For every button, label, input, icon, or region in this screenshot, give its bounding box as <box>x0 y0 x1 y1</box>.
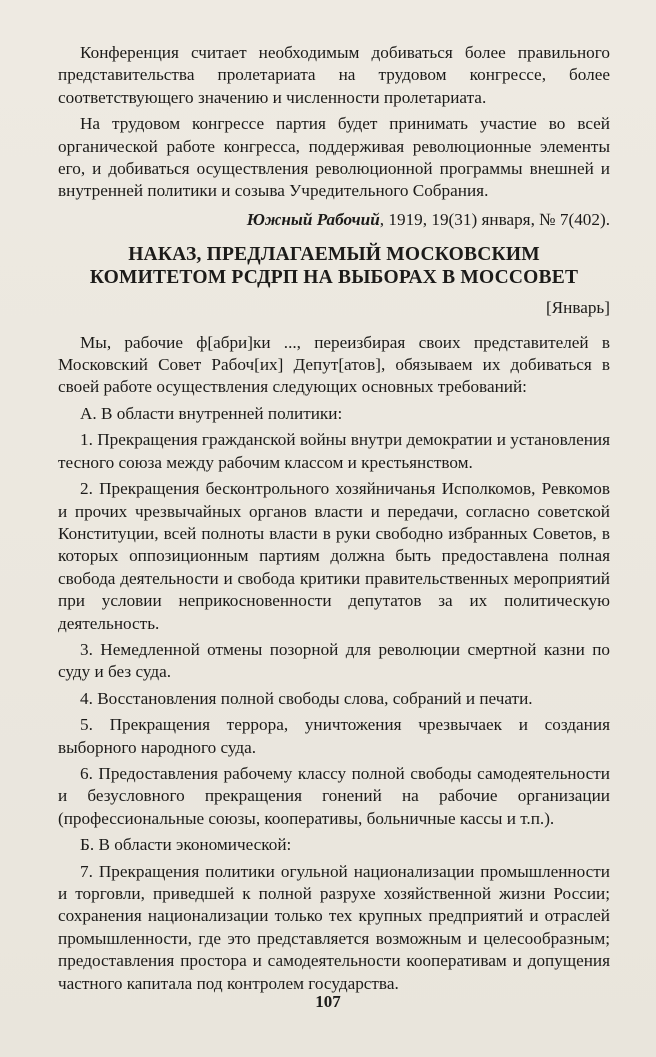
section-a-title: А. В области внутренней политики: <box>80 403 343 423</box>
document-body <box>58 42 610 999</box>
section-a-item-4: 4. Восстановления полной свободы слова, собраний и печати. <box>80 688 533 708</box>
source-details: , 1919, 19(31) января, № 7(402). <box>379 209 610 229</box>
section-a-item-5: 5. Прекращения террора, уничтожения чрезвычаек и создания выборного народного суда. <box>58 715 610 757</box>
date-note: [Январь] <box>545 298 610 318</box>
source-title: Южный Рабочий <box>246 209 380 229</box>
heading-line-1: НАКАЗ, ПРЕДЛАГАЕМЫЙ МОСКОВСКИМ <box>128 244 540 266</box>
page-number: 107 <box>315 992 341 1011</box>
section-a-item-6: 6. Предоставления рабочему классу полной свободы самодеятельности и безусловного прекращения гонений на рабочие организации (профессиональные союзы, кооперативы, больничные кассы и т.п.). <box>58 763 610 828</box>
section-a-item-2: 2. Прекращения бесконтрольного хозяйничанья Исполкомов, Ревкомов и прочих чрезвычайных органов власти и передачи, согласно советской Конституции, всей полноты власти в руки свободно избранных Советов, в которых оппозиционным партиям должна быть предоставлена полная свобода деятельности и свобода критики правительственных мероприятий при условии неприкосновенности депутатов за их политическую деятельность. <box>58 479 610 633</box>
section-a-item-3: 3. Немедленной отмены позорной для революции смертной казни по суду и без суда. <box>58 639 610 682</box>
intro-paragraph: Мы, рабочие ф[абри]ки ..., переизбирая своих представителей в Московский Совет Рабоч[их] Депут[атов], обязываем их добиваться в своей работе осуществления следующих основных требований: <box>58 332 610 397</box>
document-heading <box>58 243 610 289</box>
source-citation <box>58 209 610 231</box>
section-b-item-7: 7. Прекращения политики огульной национализации промышленности и торговли, приведшей к полной разрухе хозяйственной жизни России; сохранения национализации только тех крупных предприятий и отраслей промышленности, где это представляется возможным и целесообразным; предоставления простора и самодеятельности кооперативам и допущения частного капитала под контролем государства. <box>58 861 610 993</box>
section-a-item-1: 1. Прекращения гражданской войны внутри демократии и установления тесного союза между рабочим классом и крестьянством. <box>58 430 610 472</box>
paragraph-top-1: Конференция считает необходимым добиваться более правильного представительства пролетариата на трудовом конгрессе, более соответствующего значению и численности пролетариата. <box>58 43 610 107</box>
paragraph-top-2: На трудовом конгрессе партия будет принимать участие во всей органической работе конгресса, поддерживая революционные элементы его, и добиваться осуществления революционной программы внешней и внутренней политики и созыва Учредительного Собрания. <box>58 114 610 201</box>
section-b-title: Б. В области экономической: <box>80 835 292 855</box>
heading-line-2: КОМИТЕТОМ РСДРП НА ВЫБОРАХ В МОССОВЕТ <box>89 267 579 289</box>
